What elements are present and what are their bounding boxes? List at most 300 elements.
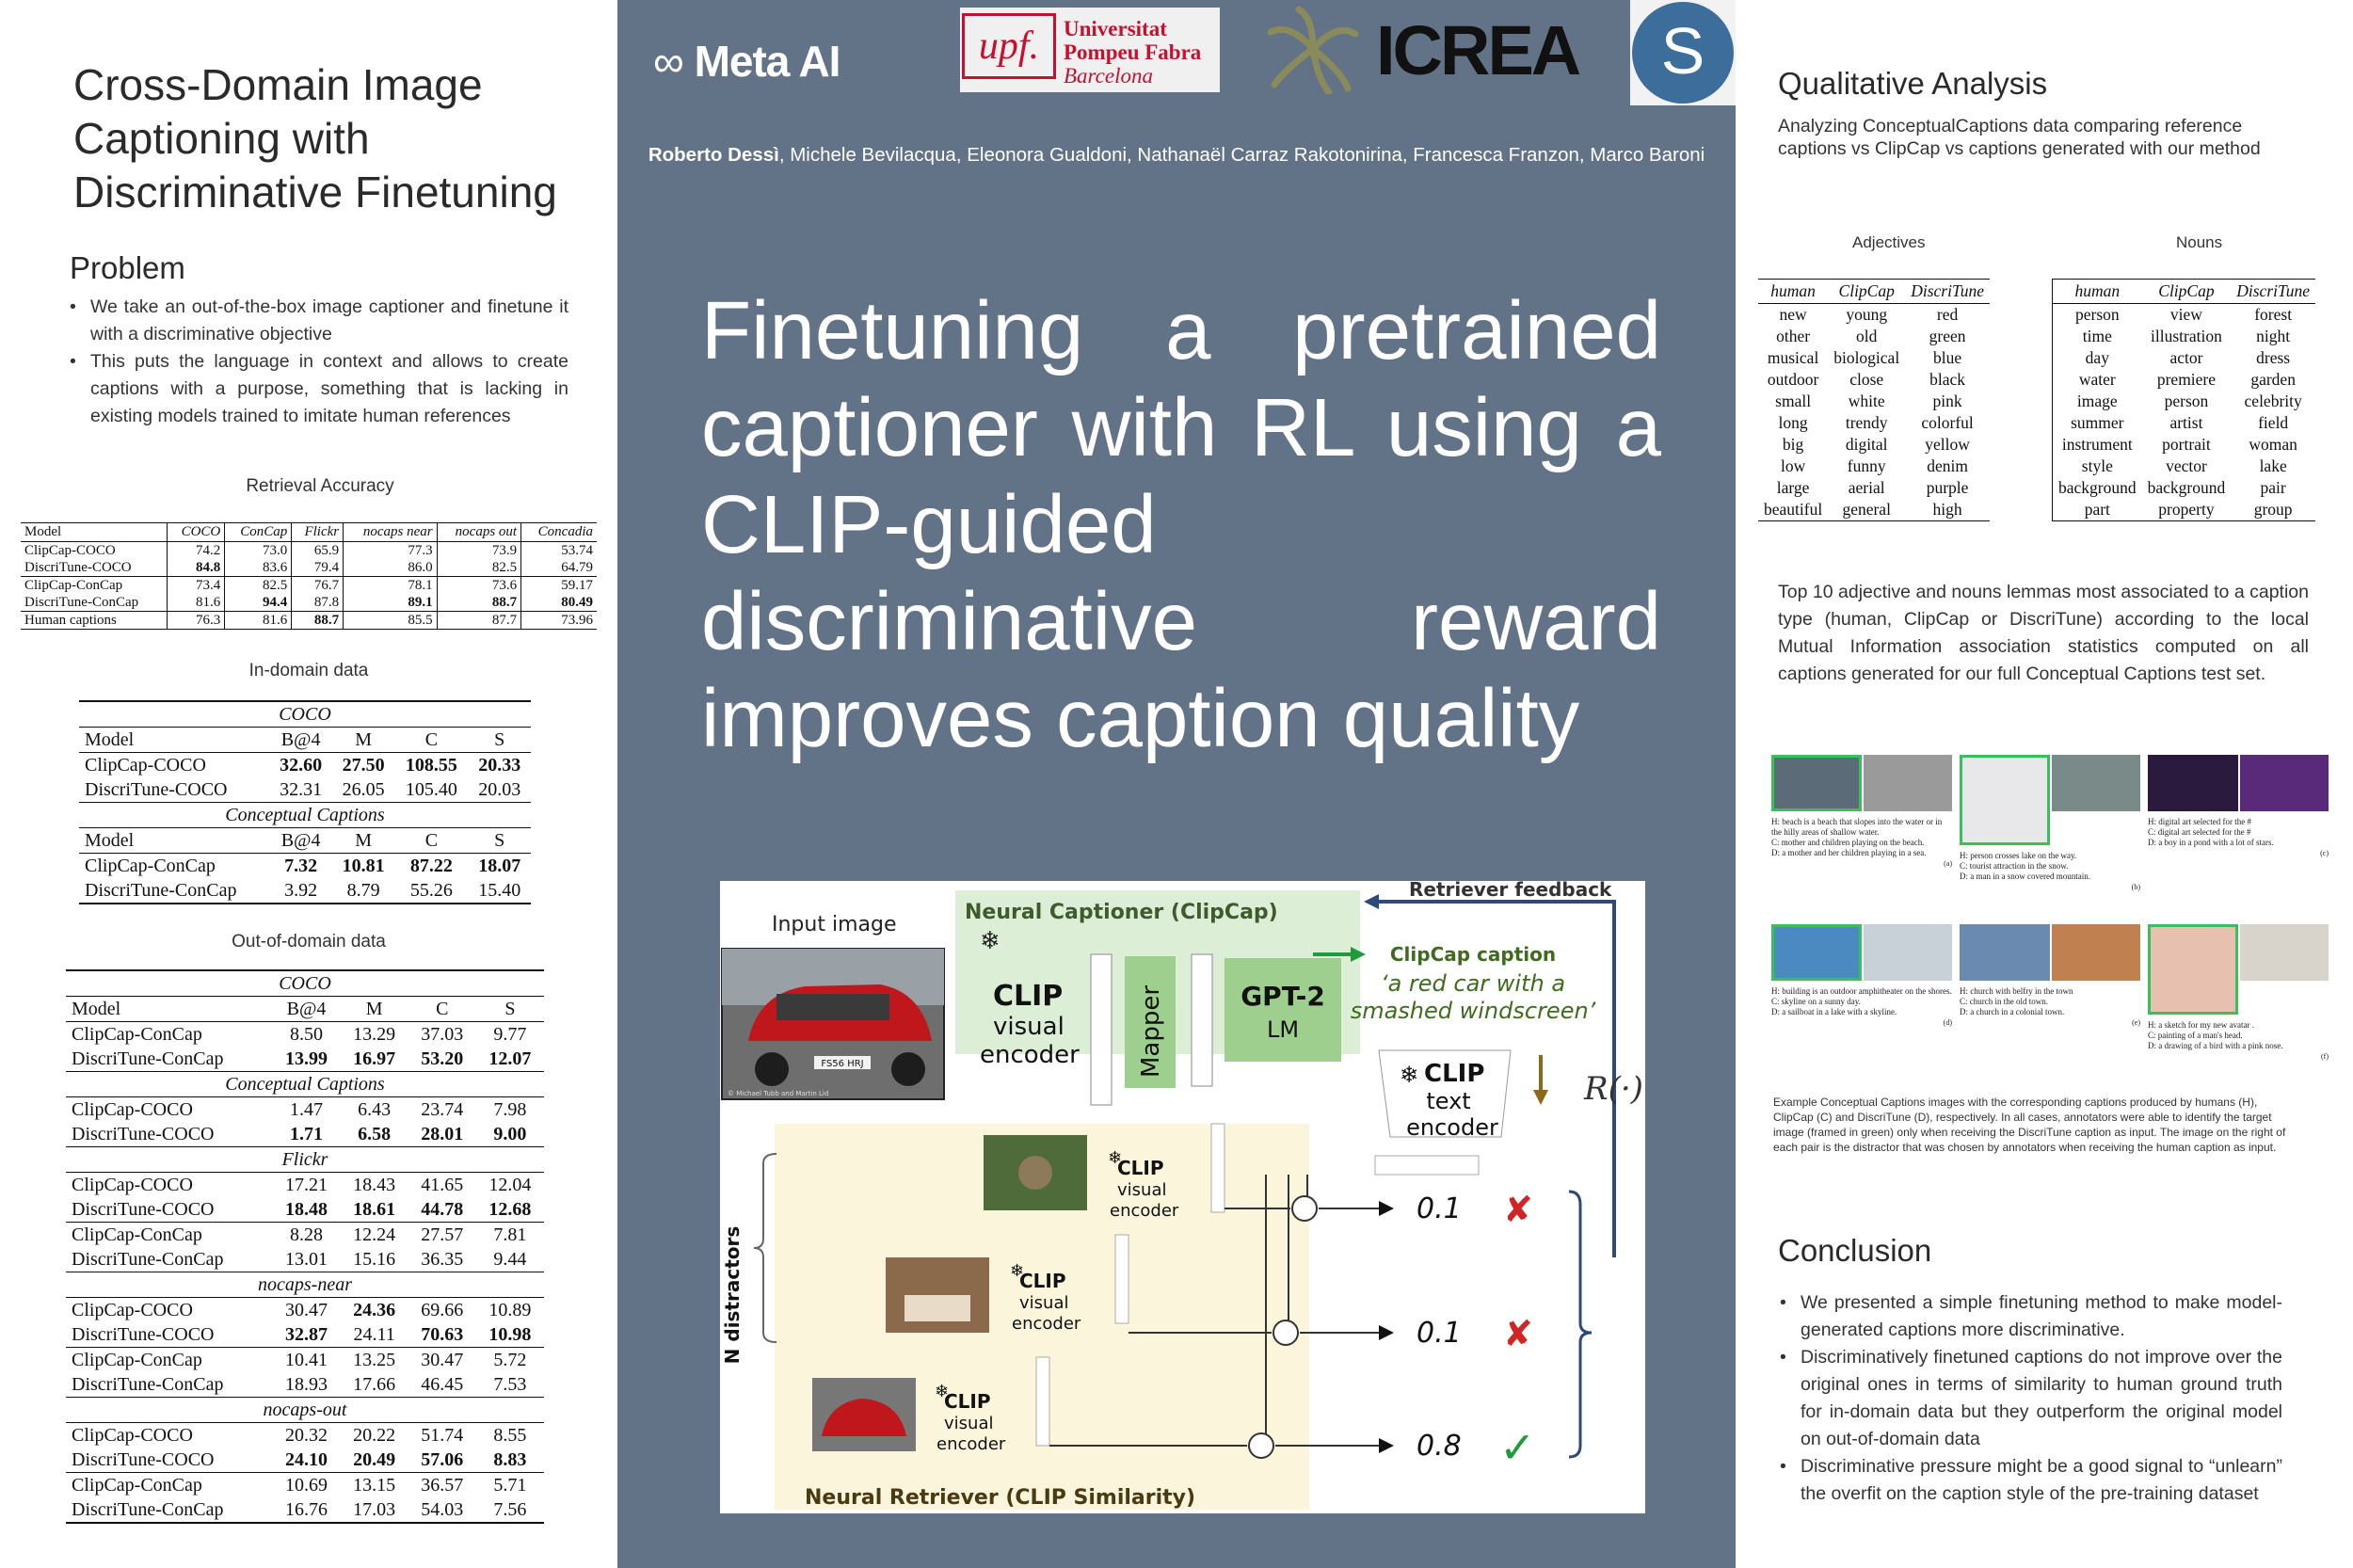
dot-product-node — [1273, 1320, 1298, 1345]
cell: 12.24 — [353, 1224, 396, 1245]
cell: ClipCap-ConCap — [72, 1224, 202, 1245]
cell: DiscriTune-COCO — [24, 560, 132, 575]
table-row — [66, 1423, 544, 1448]
table-row — [66, 1197, 544, 1223]
cell: 12.04 — [488, 1175, 532, 1195]
cell: 9.00 — [493, 1124, 527, 1144]
clip-label: CLIP — [993, 980, 1064, 1013]
word-row — [1758, 391, 1990, 412]
col-header: Model — [21, 523, 168, 542]
arrowhead-icon — [1533, 1090, 1548, 1105]
word-cell: instrument — [2053, 434, 2142, 456]
outdomain-table — [66, 969, 544, 1524]
cell: 87.8 — [292, 594, 344, 612]
cell: 108.55 — [405, 755, 457, 776]
col-header: M — [332, 728, 394, 753]
cell: 10.98 — [488, 1324, 532, 1345]
cell: 16.76 — [273, 1497, 341, 1523]
word-cell: white — [1848, 392, 1885, 410]
word-row — [2053, 434, 2316, 456]
word-cell: black — [1929, 370, 1966, 389]
word-cell: low — [1780, 456, 1806, 475]
example-caption-line: H: person crosses lake on the way. — [1960, 851, 2077, 860]
table-row — [66, 1247, 544, 1272]
word-cell: denim — [1927, 456, 1968, 475]
col-header: S — [468, 828, 531, 854]
cell: 8.28 — [290, 1224, 324, 1245]
cell: ClipCap-COCO — [72, 1425, 193, 1446]
cell: 18.43 — [353, 1175, 396, 1195]
cell: 8.79 — [332, 878, 394, 904]
s-logo — [1630, 0, 1736, 105]
cell: DiscriTune-COCO — [72, 1324, 215, 1345]
cell: 82.5 — [437, 559, 520, 577]
cell: 81.6 — [225, 612, 292, 630]
word-cell: property — [2142, 499, 2232, 521]
cell: DiscriTune-ConCap — [72, 1048, 224, 1069]
cell: 73.0 — [225, 542, 292, 560]
method-diagram — [720, 881, 1645, 1513]
example-pair — [1769, 922, 1954, 1088]
input-car-image — [722, 949, 944, 1099]
table-row — [21, 594, 597, 612]
cell: ClipCap-COCO — [85, 755, 206, 776]
cell: 13.15 — [353, 1475, 396, 1496]
target-image — [1771, 755, 1862, 811]
cell: 76.7 — [292, 577, 344, 595]
word-cell: pink — [1932, 392, 1962, 410]
word-cell: night — [2256, 327, 2291, 345]
word-cell: colorful — [1921, 413, 1974, 432]
example-grid — [1769, 753, 2334, 1082]
word-cell: beautiful — [1758, 499, 1828, 521]
clip-label: CLIP — [944, 1390, 991, 1413]
cell: 8.83 — [493, 1449, 527, 1470]
table-row — [66, 1298, 544, 1323]
cell: 7.98 — [493, 1099, 527, 1120]
cell: 13.99 — [285, 1048, 328, 1069]
table-row — [66, 1348, 544, 1373]
col-header: nocaps out — [437, 523, 520, 542]
cell: 30.47 — [421, 1350, 464, 1370]
arrowhead-icon — [1364, 894, 1379, 909]
clip-label: CLIP — [1117, 1157, 1164, 1179]
cell: 5.71 — [493, 1475, 527, 1496]
cell: ClipCap-ConCap — [85, 856, 216, 876]
cell: ClipCap-COCO — [72, 1300, 193, 1320]
arrowhead-icon — [1379, 1325, 1394, 1340]
cell: 23.74 — [421, 1099, 464, 1120]
snowflake-icon: ❄ — [1010, 1261, 1025, 1281]
word-cell: small — [1775, 392, 1812, 410]
upf-line: Pompeu Fabra — [1064, 40, 1202, 64]
example-caption-line: D: a drawing of a bird with a pink nose. — [2148, 1041, 2283, 1050]
cell: 13.29 — [353, 1024, 396, 1045]
retriever-feedback-label: Retriever feedback — [1409, 881, 1612, 901]
word-cell: water — [2053, 369, 2142, 391]
cell: 89.1 — [344, 594, 437, 612]
example-caption-line: D: a church in a colonial town. — [1960, 1007, 2065, 1016]
word-cell: aerial — [1848, 478, 1885, 497]
example-pair — [1769, 753, 1954, 919]
input-image-label: Input image — [772, 913, 897, 936]
text-embedding — [1375, 1156, 1479, 1175]
word-row — [1758, 347, 1990, 369]
distractor-image-bird — [984, 1135, 1087, 1210]
word-row — [1758, 477, 1990, 499]
section-label: COCO — [79, 701, 531, 728]
section-label: COCO — [66, 970, 544, 997]
example-pair — [1958, 922, 2142, 1088]
example-captions — [2148, 817, 2329, 858]
cell: 13.25 — [353, 1350, 396, 1370]
table-row — [79, 753, 531, 778]
cell: DiscriTune-COCO — [72, 1124, 215, 1144]
cell: ClipCap-ConCap — [72, 1475, 202, 1496]
example-caption-line: C: skyline on a sunny day. — [1771, 997, 1861, 1006]
col-header: C — [408, 997, 476, 1022]
cell: DiscriTune-COCO — [85, 779, 228, 800]
cell: 73.9 — [437, 542, 520, 560]
caption-text-2: smashed windscreen’ — [1350, 998, 1596, 1024]
cell: 79.4 — [292, 559, 344, 577]
cell: 86.0 — [344, 559, 437, 577]
cell: DiscriTune-ConCap — [72, 1249, 224, 1270]
word-cell: field — [2258, 413, 2289, 432]
word-cell: pair — [2260, 478, 2286, 497]
upf-text — [1064, 17, 1201, 88]
adjectives-label: Adjectives — [1852, 233, 1926, 251]
cell: 74.2 — [168, 542, 225, 560]
col-header: B@4 — [269, 728, 331, 753]
word-cell: background — [2053, 477, 2142, 499]
cell: DiscriTune-ConCap — [24, 595, 139, 610]
word-cell: trendy — [1845, 413, 1888, 432]
word-cell: person — [2053, 304, 2142, 327]
retrieval-table — [21, 522, 597, 630]
snowflake-icon: ❄ — [980, 927, 1000, 955]
cell: 20.03 — [478, 779, 521, 800]
word-cell: funny — [1847, 456, 1886, 475]
word-row — [1758, 499, 1990, 521]
target-image — [1771, 924, 1862, 981]
cell: 70.63 — [421, 1324, 464, 1345]
example-caption-line: H: a sketch for my new avatar . — [2148, 1020, 2254, 1030]
mapper-label: Mapper — [1137, 984, 1165, 1079]
score-brace — [1569, 1192, 1592, 1457]
cell: 8.55 — [493, 1425, 527, 1446]
table-row — [66, 1122, 544, 1147]
example-caption-line: D: a boy in a pond with a lot of stars. — [2148, 838, 2274, 847]
photo-credit: © Michael Tubb and Martin Lid — [728, 1090, 829, 1097]
word-row — [2053, 412, 2316, 434]
encoder-label: encoder — [1012, 1314, 1081, 1334]
conclusion-bullet: • We presented a simple finetuning method to make model-generated captions more discriminative. — [1778, 1289, 2282, 1344]
col-header: COCO — [168, 523, 225, 542]
word-cell: time — [2053, 326, 2142, 347]
col-header: Model — [79, 728, 269, 753]
cell: 12.07 — [488, 1048, 532, 1069]
example-caption-line: D: a sailboat in a lake with a skyline. — [1771, 1007, 1897, 1016]
check-icon: ✓ — [1499, 1422, 1536, 1473]
word-cell: summer — [2053, 412, 2142, 434]
retrieval-caption: Retrieval Accuracy — [246, 476, 394, 496]
cell: 20.49 — [353, 1449, 396, 1470]
word-row — [1758, 412, 1990, 434]
cell: 7.56 — [476, 1497, 544, 1523]
cell: DiscriTune-ConCap — [72, 1374, 224, 1395]
cell: 88.7 — [292, 612, 344, 630]
cell: 46.45 — [421, 1374, 464, 1395]
cell: 37.03 — [421, 1024, 464, 1045]
distractor-image — [2052, 924, 2140, 981]
col-header: S — [476, 997, 544, 1022]
cell: 10.69 — [285, 1475, 328, 1496]
table-row — [66, 1448, 544, 1473]
snowflake-icon: ❄ — [1108, 1148, 1123, 1168]
table-row — [66, 1022, 544, 1048]
example-caption-line: D: a mother and her children playing in a sea. — [1771, 848, 1927, 857]
visual-label: visual — [1019, 1293, 1069, 1313]
cell: 18.61 — [353, 1199, 396, 1220]
col-header: DiscriTune — [2231, 280, 2315, 304]
example-caption-line: D: a man in a snow covered mountain. — [1960, 872, 2090, 881]
word-cell: general — [1828, 499, 1905, 521]
cell: 73.6 — [437, 577, 520, 595]
table-row — [66, 1097, 544, 1123]
clip-visual-label: visual — [993, 1013, 1064, 1041]
cell: 18.93 — [285, 1374, 328, 1395]
cell: DiscriTune-COCO — [72, 1449, 215, 1470]
word-cell: background — [2147, 478, 2226, 497]
cell: 17.66 — [353, 1374, 396, 1395]
col-header: Flickr — [292, 523, 344, 542]
dot-product-node — [1292, 1196, 1317, 1221]
cell: 17.21 — [285, 1175, 328, 1195]
cell: 12.68 — [488, 1199, 532, 1220]
cell: 36.57 — [421, 1475, 464, 1496]
table-row — [66, 1473, 544, 1498]
snowflake-icon: ❄ — [935, 1382, 950, 1401]
cell: 73.96 — [521, 612, 597, 630]
cell: 9.44 — [493, 1249, 527, 1270]
qa-text: Analyzing ConceptualCaptions data comparing reference captions vs ClipCap vs captions generated with our method — [1778, 116, 2261, 159]
cell: 55.26 — [394, 878, 468, 904]
cell: 88.7 — [437, 594, 520, 612]
icrea-text: ICREA — [1376, 11, 1579, 89]
example-caption-line: C: church in the old town. — [1960, 997, 2048, 1006]
example-pair — [1958, 753, 2142, 919]
word-cell: dress — [2256, 348, 2291, 367]
cell: 17.03 — [341, 1497, 408, 1523]
example-captions — [1960, 986, 2140, 1028]
cell: 82.5 — [225, 577, 292, 595]
cell: 27.50 — [342, 755, 385, 776]
captioner-label: Neural Captioner (ClipCap) — [965, 901, 1278, 924]
word-cell: view — [2169, 305, 2202, 324]
example-caption-line: C: digital art selected for the # — [2148, 827, 2251, 837]
section-label: Conceptual Captions — [79, 803, 531, 828]
word-cell: actor — [2169, 348, 2203, 367]
cell: 84.8 — [168, 559, 225, 577]
word-cell: woman — [2249, 435, 2297, 454]
noun-table — [2052, 279, 2315, 521]
cell: DiscriTune-ConCap — [79, 878, 269, 904]
arrowhead-icon — [1379, 1201, 1394, 1216]
distractor-image-bedroom — [886, 1257, 989, 1333]
cell: 59.17 — [521, 577, 597, 595]
target-image — [2148, 924, 2238, 1015]
problem-heading: Problem — [70, 250, 185, 285]
lm-label: LM — [1266, 1016, 1300, 1043]
word-cell: day — [2053, 347, 2142, 369]
word-cell: large — [1776, 478, 1810, 497]
word-cell: lake — [2259, 456, 2287, 475]
table-row — [79, 777, 531, 803]
cell: ClipCap-COCO — [72, 1099, 193, 1120]
word-row — [2053, 499, 2316, 521]
col-header: ConCap — [225, 523, 292, 542]
adjective-table — [1758, 279, 1990, 521]
section-label: nocaps-near — [66, 1272, 544, 1298]
gpt2-label: GPT-2 — [1241, 981, 1325, 1012]
cell: ClipCap-ConCap — [72, 1350, 202, 1370]
table-row — [66, 1047, 544, 1072]
clip-encoder-label: encoder — [980, 1041, 1080, 1069]
word-cell: outdoor — [1767, 370, 1819, 389]
cell: Human captions — [21, 612, 168, 630]
clip-label: CLIP — [1019, 1270, 1066, 1292]
section-label: nocaps-out — [66, 1398, 544, 1423]
cell: 18.07 — [478, 856, 521, 876]
col-header: C — [394, 828, 468, 854]
cell: ClipCap-ConCap — [21, 577, 168, 595]
example-caption-line: C: tourist attraction in the snow. — [1960, 861, 2069, 871]
word-cell: high — [1905, 499, 1990, 521]
visual-label: visual — [944, 1414, 994, 1433]
cell: 10.81 — [342, 856, 385, 876]
distractor-brace — [754, 1154, 776, 1342]
word-cell: portrait — [2162, 435, 2211, 454]
retriever-label: Neural Retriever (CLIP Similarity) — [805, 1486, 1196, 1510]
example-tag: (b) — [2131, 883, 2140, 891]
word-cell: young — [1846, 305, 1888, 324]
word-row — [2053, 456, 2316, 477]
example-caption: Example Conceptual Captions images with the corresponding captions produced by humans (H), ClipCap (C) and DiscriTune (D), respectively. In all cases, annotators were able to identify the target image (framed in green) only when receiving the DiscriTune caption as input. The image on the right of each pair is the distractor that was chosen by annotators when receiving the human caption as input. — [1773, 1096, 2286, 1154]
cell: 26.05 — [342, 779, 385, 800]
poster-title: Cross-Domain Image Captioning with Discriminative Finetuning — [73, 60, 557, 216]
word-row — [2053, 326, 2316, 347]
word-row — [1758, 434, 1990, 456]
example-tag: (c) — [2320, 849, 2329, 857]
cell: 24.10 — [285, 1449, 328, 1470]
upf-line: Universitat — [1064, 17, 1167, 40]
meta-infinity-icon: ∞ — [653, 37, 683, 86]
word-row — [2053, 477, 2316, 499]
example-caption-line: C: painting of a man's head. — [2148, 1031, 2243, 1040]
word-cell: new — [1779, 305, 1807, 324]
cell: 7.32 — [284, 856, 318, 876]
cell: DiscriTune-COCO — [72, 1199, 215, 1220]
word-cell: image — [2053, 391, 2142, 412]
cell: 1.47 — [290, 1099, 324, 1120]
example-tag: (f) — [2321, 1052, 2329, 1061]
distractor-image — [2240, 755, 2329, 811]
cell: DiscriTune-ConCap — [66, 1497, 273, 1523]
plate-text: FS56 HRJ — [821, 1059, 864, 1069]
cell: 28.01 — [421, 1124, 464, 1144]
cell: 20.22 — [353, 1425, 396, 1446]
example-tag: (e) — [2132, 1018, 2140, 1027]
table-row — [21, 542, 597, 560]
cell: 20.32 — [285, 1425, 328, 1446]
conclusion-bullets — [1778, 1289, 2282, 1508]
distractor-image — [1864, 755, 1952, 811]
word-row — [2053, 304, 2316, 327]
distractor-image — [2240, 924, 2329, 981]
embedding-column — [1036, 1357, 1049, 1446]
word-cell: biological — [1833, 348, 1900, 367]
word-cell: blue — [1933, 348, 1962, 367]
embedding-column — [1115, 1235, 1128, 1323]
word-cell: forest — [2254, 305, 2293, 324]
cell: 44.78 — [421, 1199, 464, 1220]
table-row — [79, 878, 531, 904]
cell: 13.01 — [285, 1249, 328, 1270]
cell: 83.6 — [225, 559, 292, 577]
cell: 87.22 — [409, 856, 453, 876]
cell: 41.65 — [421, 1175, 464, 1195]
col-header: Model — [79, 828, 269, 854]
word-cell: long — [1778, 413, 1808, 432]
clipcap-caption-label: ClipCap caption — [1389, 943, 1557, 966]
cell: 105.40 — [405, 779, 457, 800]
word-cell: part — [2053, 499, 2142, 521]
dot-product-node — [1249, 1433, 1273, 1458]
cell: 16.97 — [353, 1048, 396, 1069]
cell: 76.3 — [168, 612, 225, 630]
coauthors: , Michele Bevilacqua, Eleonora Gualdoni, Nathanaël Carraz Rakotonirina, Francesca Franzon, Marco Baroni — [778, 144, 1705, 166]
example-pair — [2146, 922, 2330, 1088]
table-row — [66, 1372, 544, 1398]
word-cell: digital — [1845, 435, 1888, 454]
author-list — [640, 144, 1713, 167]
cell: 7.53 — [493, 1374, 527, 1395]
meta-ai-logo — [653, 36, 840, 87]
col-header: M — [341, 997, 408, 1022]
target-image — [1960, 755, 2050, 845]
cell: 81.6 — [168, 594, 225, 612]
cell: 6.58 — [358, 1124, 392, 1144]
word-cell: premiere — [2156, 370, 2217, 389]
qa-heading: Qualitative Analysis — [1778, 66, 2048, 101]
arrowhead-icon — [1379, 1438, 1394, 1453]
example-pair — [2146, 753, 2330, 919]
cell: 57.06 — [421, 1449, 464, 1470]
text-encoder-label: encoder — [1406, 1114, 1498, 1141]
cell: ClipCap-COCO — [72, 1175, 193, 1195]
example-caption-line: H: church with belfry in the town — [1960, 986, 2073, 996]
table-row — [21, 612, 597, 630]
cell: 85.5 — [344, 612, 437, 630]
problem-bullet: • This puts the language in context and allows to create captions with a purpose, something that is lacking in existing models trained to imitate human references — [68, 348, 568, 430]
col-header: C — [394, 728, 468, 753]
word-cell: garden — [2250, 370, 2296, 389]
conclusion-bullet: • Discriminatively finetuned captions do not improve over the original ones in terms of similarity to human ground truth for in-domain data but they outperform the original model on out-of-domain data — [1778, 1344, 2282, 1453]
cell: 69.66 — [421, 1300, 464, 1320]
score-target: 0.8 — [1417, 1430, 1462, 1463]
cell: 80.49 — [521, 594, 597, 612]
